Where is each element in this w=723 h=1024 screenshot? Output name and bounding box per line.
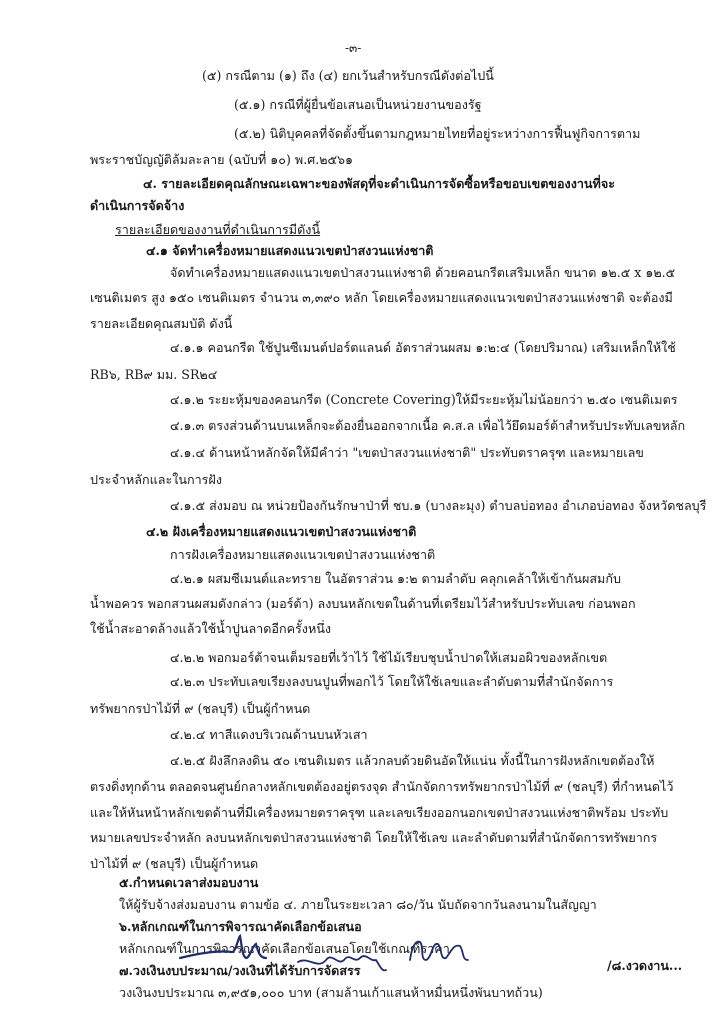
para-4-2-1-cont1: น้ำพอควร พอกสวนผสมดังกล่าว (มอร์ต้า) ลงบนหลักเขตในด้านที่เตรียมไว้สำหรับประทับเลข ก่อนพอก [90, 596, 636, 611]
para-4-2-5-cont3: หมายเลขประจำหลัก ลงบนหลักเขตป่าสงวนแห่งชาติ โดยให้ใช้เลข และลำดับตามที่สำนักจัดการทรัพยากร [90, 830, 658, 845]
para-4-2-3-cont: ทรัพยากรป่าไม้ที่ ๙ (ชลบุรี) เป็นผู้กำหนด [90, 701, 311, 716]
section-4-2-heading: ๔.๒ ฝังเครื่องหมายแสดงแนวเขตป่าสงวนแห่งชาติ [146, 524, 417, 539]
continuation-footer: /๘.งวดงาน... [607, 958, 683, 973]
para-4-2-5: ๔.๒.๕ ฝังลึกลงดิน ๕๐ เซนติเมตร แล้วกลบด้วยดินอัดให้แน่น ทั้งนี้ในการฝังหลักเขตต้องให้ [170, 753, 655, 768]
para-5: (๕) กรณีตาม (๑) ถึง (๔) ยกเว้นสำหรับกรณีดังต่อไปนี้ [202, 68, 494, 83]
para-4-1-5: ๔.๑.๕ ส่งมอบ ณ หน่วยป้องกันรักษาป่าที่ ชบ.๑ (บางละมุง) ตำบลบ่อทอง อำเภอบ่อทอง จังหวัดชลบุรี [170, 498, 707, 513]
work-details-heading: รายละเอียดของงานที่ดำเนินการมีดังนี้ [115, 222, 321, 237]
section-4-heading: ๔. รายละเอียดคุณลักษณะเฉพาะของพัสดุที่จะดำเนินการจัดซื้อหรือขอบเขตของงานที่จะ [143, 176, 615, 191]
para-6-criteria: หลักเกณฑ์ในการพิจารณาคัดเลือกข้อเสนอโดยใช้เกณฑ์ราคา [119, 941, 450, 956]
para-4-2-intro: การฝังเครื่องหมายแสดงแนวเขตป่าสงวนแห่งชาติ [170, 547, 436, 562]
para-4-2-1-cont2: ใช้น้ำสะอาดล้างแล้วใช้น้ำปูนลาดอีกครั้งหนึ่ง [90, 621, 332, 636]
page-number: -๓- [345, 41, 362, 55]
para-4-1-line1: จัดทำเครื่องหมายแสดงแนวเขตป่าสงวนแห่งชาติ ด้วยคอนกรีตเสริมเหล็ก ขนาด ๑๒.๕ x ๑๒.๕ [170, 265, 676, 280]
section-5-heading: ๕.กำหนดเวลาส่งมอบงาน [119, 875, 259, 890]
signature-image [294, 936, 394, 980]
para-4-2-3: ๔.๒.๓ ประทับเลขเรียงลงบนปูนที่พอกไว้ โดยให้ใช้เลขและลำดับตามที่สำนักจัดการ [170, 674, 614, 689]
para-4-2-5-cont2: และให้หันหน้าหลักเขตด้านที่มีเครื่องหมายตราครุฑ และเลขเรียงออกนอกเขตป่าสงวนแห่งชาติพร้อม ประทับ [90, 805, 669, 820]
para-4-1-4: ๔.๑.๔ ด้านหน้าหลักจัดให้มีคำว่า "เขตป่าสงวนแห่งชาติ" ประทับตราครุฑ และหมายเลข [170, 445, 644, 460]
para-4-1-1-cont: RB๖, RB๙ มม. SR๒๔ [90, 367, 218, 382]
signature-image [176, 928, 276, 972]
para-5-1: (๕.๑) กรณีที่ผู้ยื่นข้อเสนอเป็นหน่วยงานของรัฐ [234, 97, 482, 112]
signature-image [404, 930, 484, 974]
para-4-1-line3: รายละเอียดคุณสมบัติ ดังนี้ [90, 316, 233, 331]
para-4-2-5-cont1: ตรงดิ่งทุกด้าน ตลอดจนศูนย์กลางหลักเขตต้องอยู่ตรงจุด สำนักจัดการทรัพยากรป่าไม้ที่ ๙ (ชลบุรี) ที่กำหนดไว้ [90, 779, 674, 794]
para-7-budget: วงเงินงบประมาณ ๓,๙๕๑,๐๐๐ บาท (สามล้านเก้าแสนห้าหมื่นหนึ่งพันบาทถ้วน) [119, 985, 543, 1000]
para-4-1-2: ๔.๑.๒ ระยะหุ้มของคอนกรีต (Concrete Covering)ให้มีระยะหุ้มไม่น้อยกว่า ๒.๕๐ เซนติเมตร [170, 392, 678, 407]
para-4-1-4-cont: ประจำหลักและในการฝัง [90, 472, 222, 487]
section-7-heading: ๗.วงเงินงบประมาณ/วงเงินที่ได้รับการจัดสรร [119, 963, 361, 978]
para-4-1-3: ๔.๑.๓ ตรงส่วนด้านบนเหล็กจะต้องยื่นออกจากเนื้อ ค.ส.ล เพื่อไว้ยึดมอร์ต้าสำหรับประทับเลขหลัก [170, 418, 686, 433]
para-4-2-5-cont4: ป่าไม้ที่ ๙ (ชลบุรี) เป็นผู้กำหนด [90, 856, 259, 871]
para-4-2-2: ๔.๒.๒ พอกมอร์ต้าจนเต็มรอยที่เว้าไว้ ใช้ไม้เรียบชุบน้ำปาดให้เสมอผิวของหลักเขต [170, 650, 608, 665]
para-4-1-1: ๔.๑.๑ คอนกรีต ใช้ปูนซีเมนต์ปอร์ตแลนด์ อัตราส่วนผสม ๑:๒:๔ (โดยปริมาณ) เสริมเหล็กให้ใช้ [170, 340, 676, 355]
para-5-2: (๕.๒) นิติบุคคลที่จัดตั้งขึ้นตามกฎหมายไทยที่อยู่ระหว่างการฟื้นฟูกิจการตาม [234, 126, 641, 141]
para-4-2-1: ๔.๒.๑ ผสมซีเมนต์และทราย ในอัตราส่วน ๑:๒ ตามลำดับ คลุกเคล้าให้เข้ากันผสมกับ [170, 571, 621, 586]
para-4-2-4: ๔.๒.๔ ทาสีแดงบริเวณด้านบนหัวเสา [170, 727, 368, 742]
para-5-delivery: ให้ผู้รับจ้างส่งมอบงาน ตามข้อ ๔. ภายในระยะเวลา ๘๐/วัน นับถัดจากวันลงนามในสัญญา [119, 897, 597, 912]
section-6-heading: ๖.หลักเกณฑ์ในการพิจารณาคัดเลือกข้อเสนอ [119, 919, 362, 934]
para-5-2-cont: พระราชบัญญัติล้มละลาย (ฉบับที่ ๑๐) พ.ศ.๒๕๖๑ [90, 152, 354, 167]
section-4-heading-cont: ดำเนินการจัดจ้าง [90, 198, 185, 213]
section-4-1-heading: ๔.๑ จัดทำเครื่องหมายแสดงแนวเขตป่าสงวนแห่งชาติ [146, 243, 434, 258]
para-4-1-line2: เซนติเมตร สูง ๑๕๐ เซนติเมตร จำนวน ๓,๓๙๐ หลัก โดยเครื่องหมายแสดงแนวเขตป่าสงวนแห่งชาติ จะต้องมี [90, 290, 673, 305]
